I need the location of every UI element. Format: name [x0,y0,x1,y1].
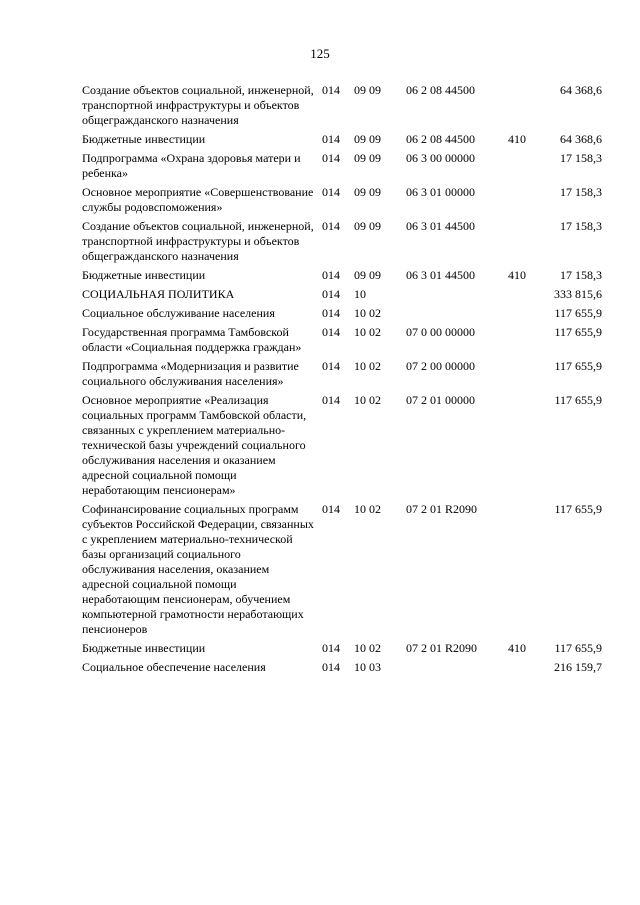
row-ved-code: 014 [322,660,340,674]
row-expense-type-code [508,502,538,641]
table-row [82,502,602,641]
row-name: Основное мероприятие «Совершенствование службы родовспоможения» [82,185,314,214]
table-row [82,83,602,132]
row-name: Социальное обслуживание населения [82,306,275,320]
row-section-code: 09 09 [354,219,381,233]
table-row [82,393,602,502]
row-expense-type-code [508,306,538,325]
row-amount: 117 655,9 [554,641,602,655]
table-row [82,268,602,287]
row-name: Подпрограмма «Модернизация и развитие социального обслуживания населения» [82,359,299,388]
row-target-code: 07 2 00 00000 [406,359,475,373]
row-amount: 64 368,6 [560,132,602,146]
row-expense-type-code [508,83,538,132]
row-section-code: 10 02 [354,325,381,339]
row-amount: 333 815,6 [554,287,602,301]
row-name: Государственная программа Тамбовской области «Социальная поддержка граждан» [82,325,302,354]
row-target-code [406,287,508,306]
row-section-code: 10 02 [354,393,381,407]
row-ved-code: 014 [322,268,340,282]
row-expense-type-code: 410 [508,268,526,282]
table-row [82,325,602,359]
row-amount: 117 655,9 [554,393,602,407]
row-expense-type-code: 410 [508,641,526,655]
row-target-code: 07 0 00 00000 [406,325,475,339]
row-section-code: 09 09 [354,185,381,199]
row-name: Создание объектов социальной, инженерной, транспортной инфраструктуры и объектов общегражданского назначения [82,83,314,127]
row-expense-type-code: 410 [508,132,526,146]
row-name: Социальное обеспечение населения [82,660,266,674]
row-target-code: 06 3 01 44500 [406,219,475,233]
row-expense-type-code [508,287,538,306]
row-expense-type-code [508,219,538,268]
table-row [82,151,602,185]
row-ved-code: 014 [322,641,340,655]
row-target-code: 07 2 01 00000 [406,393,475,407]
budget-table-body [82,83,602,679]
row-expense-type-code [508,359,538,393]
table-row [82,359,602,393]
row-name: Создание объектов социальной, инженерной, транспортной инфраструктуры и объектов общегражданского назначения [82,219,314,263]
row-name: Подпрограмма «Охрана здоровья матери и ребенка» [82,151,301,180]
row-target-code: 06 2 08 44500 [406,132,475,146]
row-ved-code: 014 [322,359,340,373]
row-target-code [406,306,508,325]
row-target-code: 07 2 01 R2090 [406,502,478,516]
row-expense-type-code [508,393,538,502]
row-ved-code: 014 [322,325,340,339]
row-target-code: 06 2 08 44500 [406,83,475,97]
row-name: Бюджетные инвестиции [82,268,206,282]
row-name: СОЦИАЛЬНАЯ ПОЛИТИКА [82,287,235,301]
row-target-code: 06 3 00 00000 [406,151,475,165]
table-row [82,132,602,151]
row-ved-code: 014 [322,502,340,516]
row-expense-type-code [508,325,538,359]
row-ved-code: 014 [322,185,340,199]
row-section-code: 10 02 [354,502,381,516]
row-amount: 17 158,3 [560,268,602,282]
row-expense-type-code [508,185,538,219]
row-ved-code: 014 [322,393,340,407]
row-expense-type-code [508,660,538,679]
row-name: Основное мероприятие «Реализация социальных программ Тамбовской области, связанных с укреплением материально-технической базы учреждений социального обслуживания населения и оказанием адресной социальной помощи неработающим пенсионерам» [82,393,307,497]
row-section-code: 10 02 [354,359,381,373]
row-amount: 17 158,3 [560,185,602,199]
table-row [82,219,602,268]
row-ved-code: 014 [322,83,340,97]
row-ved-code: 014 [322,287,340,301]
row-amount: 216 159,7 [554,660,602,674]
row-amount: 117 655,9 [554,359,602,373]
row-section-code: 10 02 [354,641,381,655]
row-section-code: 09 09 [354,132,381,146]
row-amount: 117 655,9 [554,502,602,516]
row-section-code: 10 [354,287,366,301]
row-section-code: 09 09 [354,268,381,282]
table-row [82,306,602,325]
row-expense-type-code [508,151,538,185]
row-target-code [406,660,508,679]
row-target-code: 07 2 01 R2090 [406,641,478,655]
table-row [82,660,602,679]
row-amount: 117 655,9 [554,325,602,339]
page-number: 125 [310,46,330,61]
row-amount: 17 158,3 [560,151,602,165]
row-ved-code: 014 [322,306,340,320]
row-amount: 117 655,9 [554,306,602,320]
row-target-code: 06 3 01 44500 [406,268,475,282]
table-row [82,641,602,660]
row-name: Бюджетные инвестиции [82,132,206,146]
row-section-code: 09 09 [354,151,381,165]
row-ved-code: 014 [322,132,340,146]
table-row [82,287,602,306]
row-name: Софинансирование социальных программ субъектов Российской Федерации, связанных с укреплением материально-технической базы организаций социального обслуживания населения, оказанием адресной социальной помощи неработающим пенсионерам, обучением компьютерной грамотности неработающих пенсионеров [82,502,314,636]
row-section-code: 10 03 [354,660,381,674]
row-section-code: 09 09 [354,83,381,97]
row-amount: 64 368,6 [560,83,602,97]
table-row [82,185,602,219]
budget-table [82,83,602,679]
row-name: Бюджетные инвестиции [82,641,206,655]
row-ved-code: 014 [322,219,340,233]
row-amount: 17 158,3 [560,219,602,233]
row-section-code: 10 02 [354,306,381,320]
row-ved-code: 014 [322,151,340,165]
row-target-code: 06 3 01 00000 [406,185,475,199]
